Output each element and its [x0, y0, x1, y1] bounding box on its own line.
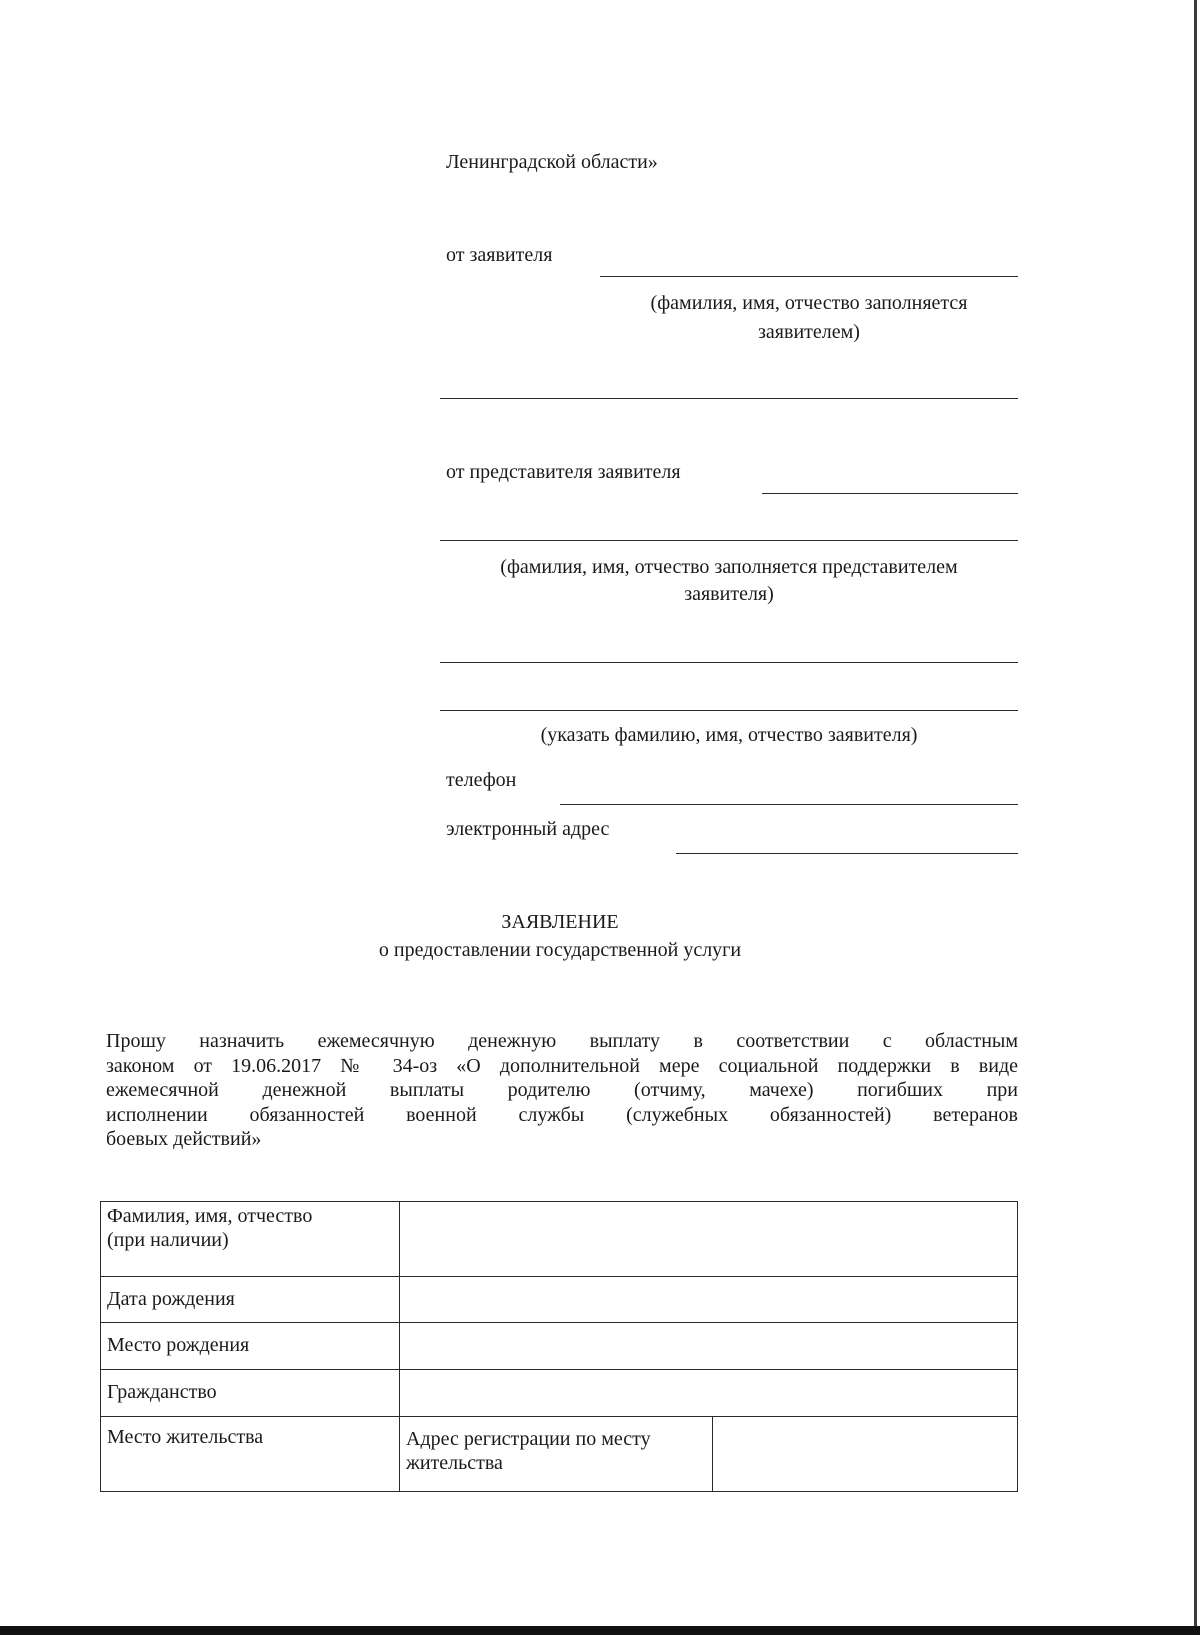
paragraph-line-2: законом от 19.06.2017 № 34-оз «О дополнительной мере социальной поддержки в виде — [106, 1054, 1018, 1077]
table-row — [101, 1277, 1018, 1323]
table-row — [101, 1417, 1018, 1492]
label-citizenship: Гражданство — [101, 1370, 400, 1417]
from-representative-label: от представителя заявителя — [446, 461, 681, 483]
document-title: ЗАЯВЛЕНИЕ — [501, 911, 619, 933]
value-birth-place[interactable] — [400, 1323, 1018, 1370]
table-row — [101, 1370, 1018, 1417]
value-birth-date[interactable] — [400, 1277, 1018, 1323]
applicant-note-line2: заявителем) — [758, 321, 860, 343]
value-full-name[interactable] — [400, 1202, 1018, 1277]
label-residence: Место жительства — [101, 1417, 400, 1492]
sublabel-registration-line1: Адрес регистрации по месту — [406, 1428, 651, 1450]
representative-note-line1: (фамилия, имя, отчество заполняется представителем — [500, 556, 958, 578]
phone-line[interactable] — [560, 804, 1018, 805]
label-full-name-line1: Фамилия, имя, отчество — [107, 1205, 313, 1227]
applicant-note-line1: (фамилия, имя, отчество заполняется — [650, 292, 968, 314]
label-full-name — [101, 1202, 400, 1277]
applicant-name-line-b[interactable] — [440, 710, 1018, 711]
applicant-extra-line[interactable] — [440, 398, 1018, 399]
sublabel-registration-address — [400, 1417, 713, 1492]
paragraph-line-1: Прошу назначить ежемесячную денежную выплату в соответствии с областным — [106, 1030, 1018, 1052]
scan-edge-right — [1194, 0, 1197, 1635]
request-paragraph — [106, 1029, 1018, 1152]
applicant-name-line-a[interactable] — [440, 662, 1018, 663]
paragraph-line-4: исполнении обязанностей военной службы (служебных обязанностей) ветеранов — [106, 1103, 1018, 1126]
table-row — [101, 1323, 1018, 1370]
region-line: Ленинградской области» — [446, 151, 658, 173]
scan-edge-bottom — [0, 1626, 1200, 1635]
applicant-name-line[interactable] — [600, 276, 1018, 277]
paragraph-line-5: боевых действий» — [106, 1128, 262, 1150]
paragraph-line-3: ежемесячной денежной выплаты родителю (отчиму, мачехе) погибших при — [106, 1079, 1018, 1101]
phone-label: телефон — [446, 769, 517, 791]
value-registration-address[interactable] — [713, 1417, 1018, 1492]
document-subtitle: о предоставлении государственной услуги — [378, 939, 742, 961]
applicant-name-note: (указать фамилию, имя, отчество заявителя) — [540, 724, 918, 746]
applicant-info-table — [100, 1201, 1018, 1492]
email-line[interactable] — [676, 853, 1018, 854]
email-label: электронный адрес — [446, 818, 610, 840]
label-birth-place: Место рождения — [101, 1323, 400, 1370]
sublabel-registration-line2: жительства — [406, 1452, 503, 1474]
representative-name-line-2[interactable] — [440, 540, 1018, 541]
from-applicant-label: от заявителя — [446, 244, 553, 266]
label-birth-date: Дата рождения — [101, 1277, 400, 1323]
table-row — [101, 1202, 1018, 1277]
representative-note-line2: заявителя) — [684, 583, 774, 605]
label-full-name-line2: (при наличии) — [107, 1229, 229, 1251]
representative-name-line[interactable] — [762, 493, 1018, 494]
value-citizenship[interactable] — [400, 1370, 1018, 1417]
